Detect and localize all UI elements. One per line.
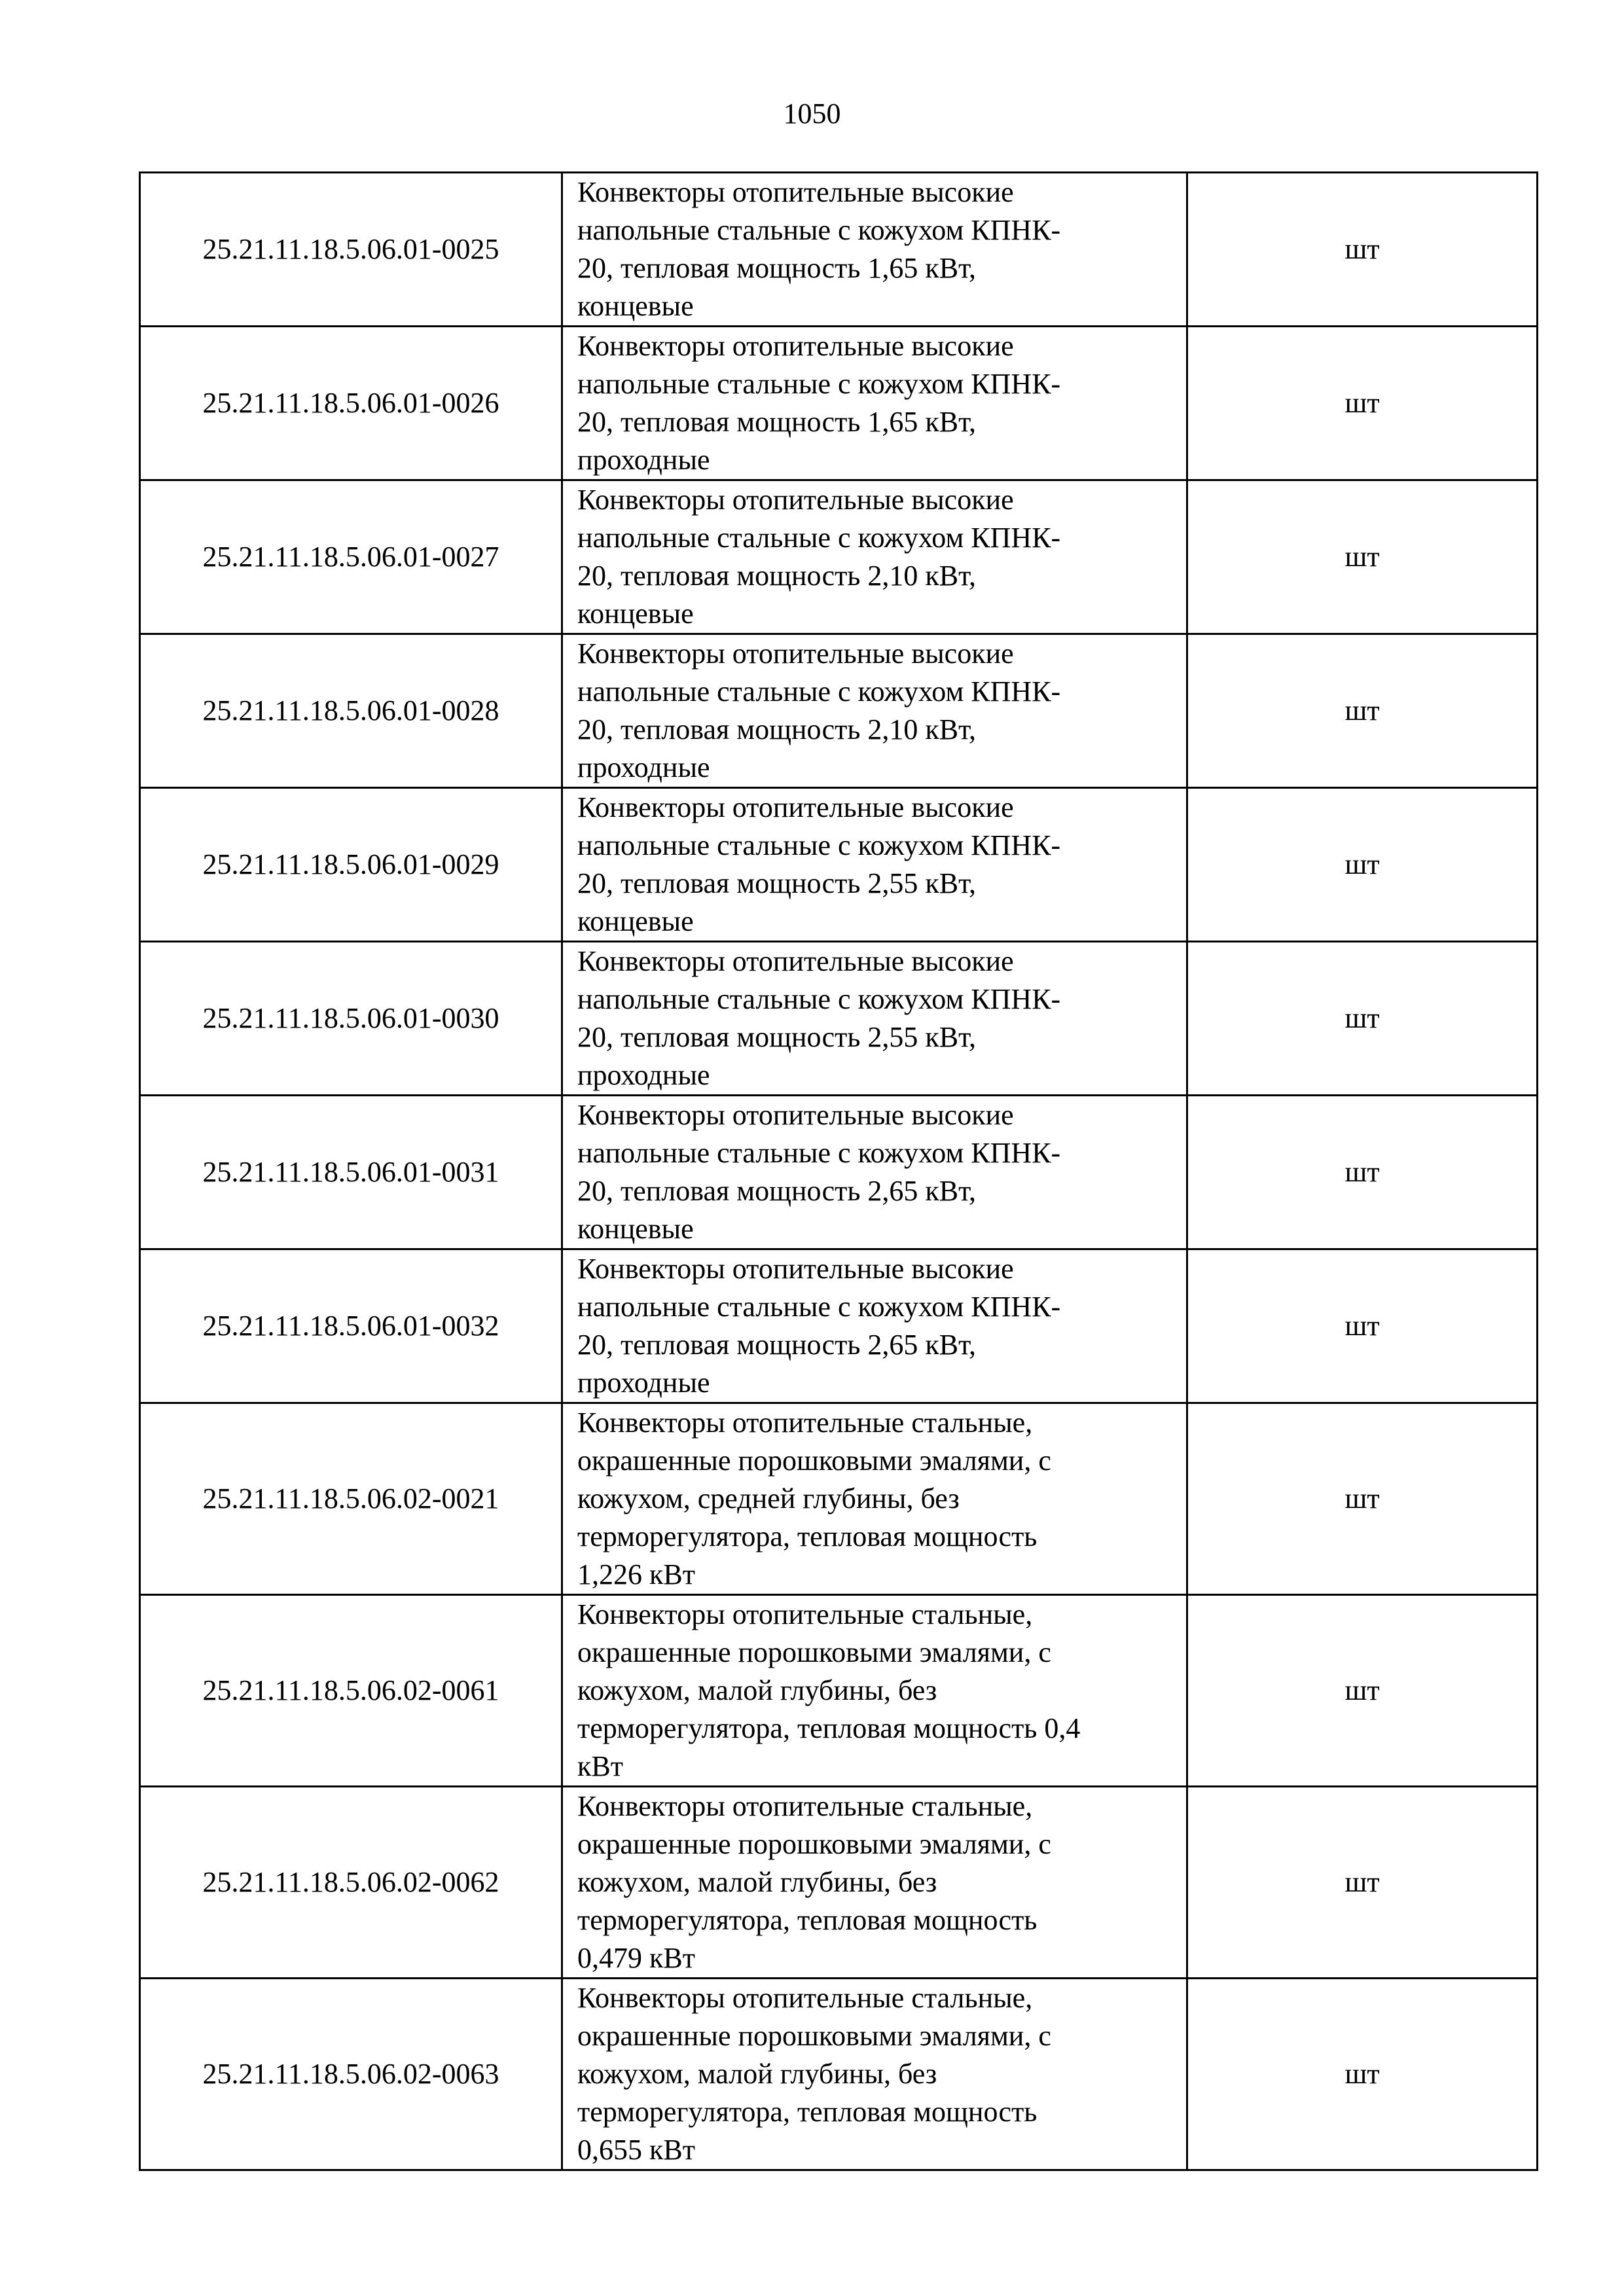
resource-unit: шт: [1187, 942, 1538, 1096]
page-number: 1050: [783, 98, 841, 130]
description-line: Конвекторы отопительные высокие: [577, 1099, 1014, 1131]
description-line: концевые: [577, 1213, 694, 1245]
description-line: проходные: [577, 1059, 710, 1091]
resource-code: 25.21.11.18.5.06.01-0027: [140, 480, 562, 634]
description-line: 20, тепловая мощность 2,55 кВт,: [577, 1021, 977, 1053]
resource-unit: шт: [1187, 1403, 1538, 1595]
description-line: напольные стальные с кожухом КПНК-: [577, 675, 1061, 708]
resource-unit: шт: [1187, 1096, 1538, 1249]
description-line: Конвекторы отопительные высокие: [577, 1253, 1014, 1285]
resource-unit: шт: [1187, 634, 1538, 788]
table-row: [140, 1595, 1538, 1787]
resource-description: [562, 942, 1187, 1096]
resource-description: [562, 1979, 1187, 2170]
description-line: Конвекторы отопительные высокие: [577, 791, 1014, 823]
description-line: 1,226 кВт: [577, 1558, 695, 1590]
description-line: Конвекторы отопительные стальные,: [577, 1407, 1033, 1439]
description-line: терморегулятора, тепловая мощность 0,4: [577, 1712, 1081, 1744]
table-row: [140, 788, 1538, 942]
description-line: кВт: [577, 1750, 623, 1782]
resource-code: 25.21.11.18.5.06.02-0062: [140, 1787, 562, 1979]
resource-table: [139, 171, 1538, 2171]
description-line: концевые: [577, 598, 694, 630]
description-line: 20, тепловая мощность 1,65 кВт,: [577, 252, 977, 284]
description-line: 20, тепловая мощность 2,10 кВт,: [577, 560, 977, 592]
resource-code: 25.21.11.18.5.06.01-0026: [140, 327, 562, 480]
description-line: терморегулятора, тепловая мощность: [577, 1904, 1038, 1936]
description-line: терморегулятора, тепловая мощность: [577, 2096, 1038, 2128]
description-line: Конвекторы отопительные высокие: [577, 176, 1014, 208]
table-row: [140, 942, 1538, 1096]
resource-description: [562, 173, 1187, 327]
resource-unit: шт: [1187, 1787, 1538, 1979]
table-row: [140, 1403, 1538, 1595]
resource-description: [562, 788, 1187, 942]
description-line: напольные стальные с кожухом КПНК-: [577, 522, 1061, 554]
table-row: [140, 1979, 1538, 2170]
description-line: Конвекторы отопительные высокие: [577, 484, 1014, 516]
description-line: Конвекторы отопительные высокие: [577, 330, 1014, 362]
description-line: Конвекторы отопительные стальные,: [577, 1598, 1033, 1630]
description-line: проходные: [577, 751, 710, 783]
description-line: 20, тепловая мощность 1,65 кВт,: [577, 406, 977, 438]
resource-unit: шт: [1187, 173, 1538, 327]
description-line: 20, тепловая мощность 2,65 кВт,: [577, 1175, 977, 1207]
description-line: окрашенные порошковыми эмалями, с: [577, 1636, 1051, 1668]
table-row: [140, 480, 1538, 634]
resource-description: [562, 1787, 1187, 1979]
resource-description: [562, 1096, 1187, 1249]
resource-unit: шт: [1187, 1595, 1538, 1787]
description-line: концевые: [577, 290, 694, 322]
description-line: кожухом, средней глубины, без: [577, 1482, 960, 1515]
resource-code: 25.21.11.18.5.06.01-0031: [140, 1096, 562, 1249]
resource-unit: шт: [1187, 1979, 1538, 2170]
resource-unit: шт: [1187, 327, 1538, 480]
description-line: Конвекторы отопительные высокие: [577, 637, 1014, 670]
resource-code: 25.21.11.18.5.06.01-0030: [140, 942, 562, 1096]
resource-unit: шт: [1187, 480, 1538, 634]
description-line: кожухом, малой глубины, без: [577, 1866, 937, 1898]
resource-unit: шт: [1187, 1249, 1538, 1403]
resource-code: 25.21.11.18.5.06.01-0029: [140, 788, 562, 942]
description-line: проходные: [577, 444, 710, 476]
resource-description: [562, 327, 1187, 480]
resource-code: 25.21.11.18.5.06.02-0021: [140, 1403, 562, 1595]
description-line: 20, тепловая мощность 2,65 кВт,: [577, 1329, 977, 1361]
table-row: [140, 173, 1538, 327]
table-row: [140, 1096, 1538, 1249]
description-line: 0,655 кВт: [577, 2134, 695, 2166]
table-row: [140, 327, 1538, 480]
description-line: кожухом, малой глубины, без: [577, 1674, 937, 1706]
resource-unit: шт: [1187, 788, 1538, 942]
resource-description: [562, 634, 1187, 788]
resource-description: [562, 1595, 1187, 1787]
description-line: напольные стальные с кожухом КПНК-: [577, 368, 1061, 400]
resource-description: [562, 1249, 1187, 1403]
description-line: концевые: [577, 905, 694, 937]
description-line: напольные стальные с кожухом КПНК-: [577, 214, 1061, 246]
description-line: напольные стальные с кожухом КПНК-: [577, 983, 1061, 1015]
table-row: [140, 1787, 1538, 1979]
table-body: [140, 173, 1538, 2170]
resource-description: [562, 480, 1187, 634]
resource-code: 25.21.11.18.5.06.01-0028: [140, 634, 562, 788]
description-line: Конвекторы отопительные высокие: [577, 945, 1014, 977]
table-row: [140, 634, 1538, 788]
resource-code: 25.21.11.18.5.06.02-0061: [140, 1595, 562, 1787]
description-line: Конвекторы отопительные стальные,: [577, 1790, 1033, 1822]
description-line: 20, тепловая мощность 2,10 кВт,: [577, 713, 977, 745]
description-line: окрашенные порошковыми эмалями, с: [577, 2020, 1051, 2052]
description-line: кожухом, малой глубины, без: [577, 2058, 937, 2090]
description-line: напольные стальные с кожухом КПНК-: [577, 1137, 1061, 1169]
description-line: Конвекторы отопительные стальные,: [577, 1982, 1033, 2014]
resource-code: 25.21.11.18.5.06.01-0025: [140, 173, 562, 327]
description-line: окрашенные порошковыми эмалями, с: [577, 1444, 1051, 1477]
description-line: напольные стальные с кожухом КПНК-: [577, 829, 1061, 861]
resource-description: [562, 1403, 1187, 1595]
description-line: окрашенные порошковыми эмалями, с: [577, 1828, 1051, 1860]
resource-code: 25.21.11.18.5.06.01-0032: [140, 1249, 562, 1403]
table-row: [140, 1249, 1538, 1403]
description-line: терморегулятора, тепловая мощность: [577, 1520, 1038, 1552]
description-line: 0,479 кВт: [577, 1942, 695, 1974]
description-line: 20, тепловая мощность 2,55 кВт,: [577, 867, 977, 899]
resource-code: 25.21.11.18.5.06.02-0063: [140, 1979, 562, 2170]
description-line: проходные: [577, 1367, 710, 1399]
description-line: напольные стальные с кожухом КПНК-: [577, 1291, 1061, 1323]
